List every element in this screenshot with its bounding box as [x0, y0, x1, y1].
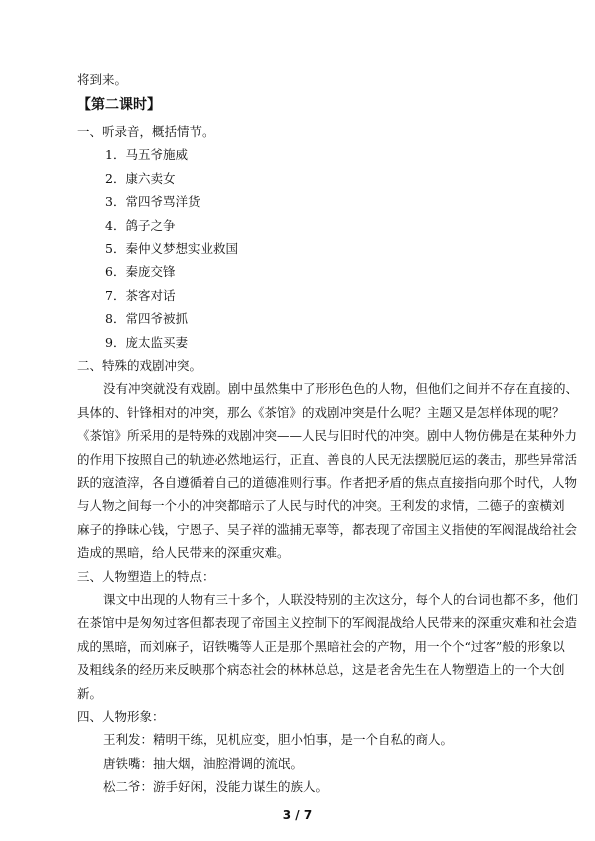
page-number: 3 / 7: [282, 808, 313, 822]
section2-title: 二、特殊的戏剧冲突。: [77, 358, 203, 373]
plot-item: 1．马五爷施威: [105, 147, 188, 163]
section1-title: 一、听录音，概括情节。: [77, 124, 215, 139]
plot-item: 6．秦庞交锋: [105, 264, 176, 280]
section4-title: 四、人物形象：: [77, 709, 165, 724]
paragraph-line: 在茶馆中是匆匆过客但都表现了帝国主义控制下的军阀混战给人民带来的深重灾难和社会造: [77, 615, 578, 631]
plot-item: 4．鸽子之争: [105, 217, 176, 233]
paragraph-line: 及粗线条的经历来反映那个病态社会的林林总总，这是老舍先生在人物塑造上的一个大创: [77, 662, 565, 678]
section3-title: 三、人物塑造上的特点：: [77, 568, 215, 584]
plot-item: 7．茶客对话: [105, 287, 176, 303]
plot-item: 3．常四爷骂洋货: [105, 194, 201, 210]
character-item: 王利发：精明干练，见机应变，胆小怕事，是一个自私的商人。: [103, 732, 454, 748]
character-item: 唐铁嘴：抽大烟，油腔滑调的流氓。: [103, 755, 304, 771]
paragraph-line: 跃的寇渣滓，各自遵循着自己的道德准则行事。作者把矛盾的焦点直接指向那个时代，人物: [77, 475, 578, 490]
paragraph-line: 具体的、针锋相对的冲突，那么《茶馆》的戏剧冲突是什么呢？主题又是怎样体现的呢？: [77, 404, 565, 420]
plot-item: 5．秦仲义梦想实业救国: [105, 241, 238, 256]
paragraph-line: 与人物之间每一个小的冲突都暗示了人民与时代的冲突。王利发的求情，二德子的蛮横刘: [77, 498, 565, 514]
paragraph-line: 新。: [77, 685, 103, 701]
plot-item: 2．康六卖女: [105, 170, 176, 186]
paragraph-line: 没有冲突就没有戏剧。剧中虽然集中了形形色色的人物，但他们之间并不存在直接的、: [103, 381, 579, 397]
paragraph-line: 造成的黑暗，给人民带来的深重灾难。: [77, 545, 290, 561]
character-item: 松二爷：游手好闲，没能力谋生的族人。: [103, 779, 329, 795]
paragraph-line: 《茶馆》所采用的是特殊的戏剧冲突——人民与旧时代的冲突。剧中人物仿佛是在某种外力: [77, 428, 578, 444]
lesson-heading: 【第二课时】: [77, 97, 161, 113]
paragraph-line: 麻子的挣昧心钱，宁恩子、吴子祥的滥捕无辜等，都表现了帝国主义指使的军阀混战给社会: [77, 521, 578, 537]
plot-item: 9．庞太监买妻: [105, 334, 188, 350]
paragraph-line: 成的黑暗，而刘麻子，诏铁嘴等人正是那个黑暗社会的产物，用一个个“过客”般的形象以: [77, 638, 565, 654]
plot-item: 8．常四爷被抓: [105, 311, 188, 327]
paragraph-line: 课文中出现的人物有三十多个，人联没特别的主次这分，每个人的台词也都不多，他们: [103, 592, 579, 607]
paragraph-line: 的作用下按照自己的轨迹必然地运行，正直、善良的人民无法摆脱厄运的袭击，那些异常活: [77, 451, 578, 467]
carryover-text: 将到来。: [77, 72, 128, 87]
